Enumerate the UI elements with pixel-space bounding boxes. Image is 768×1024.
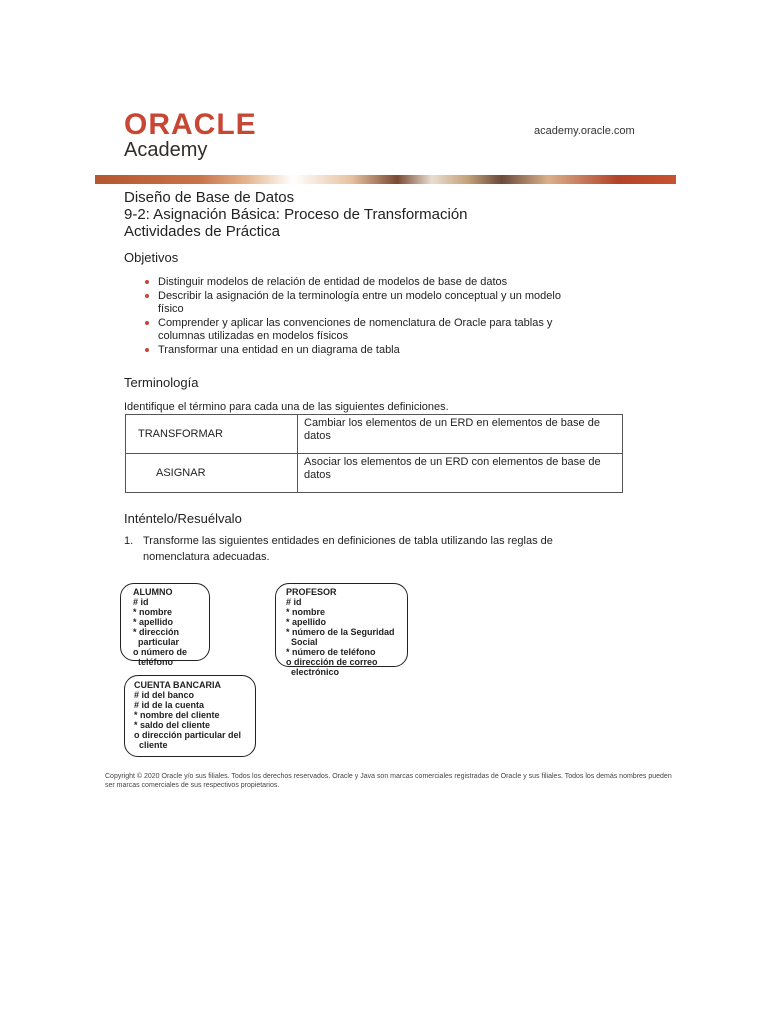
entity-attribute: # id del banco bbox=[134, 690, 195, 700]
entity-cuenta-bancaria bbox=[124, 675, 256, 757]
entity-attribute: * nombre bbox=[133, 607, 173, 617]
table-row bbox=[126, 415, 623, 454]
entity-name: ALUMNO bbox=[133, 587, 173, 597]
entity-attribute: # id bbox=[133, 597, 149, 607]
entity-attribute: * apellido bbox=[133, 617, 174, 627]
entity-name: PROFESOR bbox=[286, 587, 337, 597]
course-title: Diseño de Base de Datos bbox=[124, 189, 295, 206]
academy-logo-text: Academy bbox=[124, 139, 208, 161]
objectives-heading: Objetivos bbox=[124, 250, 179, 265]
header-banner bbox=[95, 175, 676, 184]
terminology-table bbox=[125, 414, 623, 493]
lesson-title: 9-2: Asignación Básica: Proceso de Transformación bbox=[124, 206, 468, 223]
terminology-heading: Terminología bbox=[124, 375, 199, 390]
entity-attribute: * nombre del cliente bbox=[134, 710, 220, 720]
entity-attribute: o número de bbox=[133, 647, 188, 657]
entity-attribute: * saldo del cliente bbox=[134, 720, 211, 730]
site-url[interactable]: academy.oracle.com bbox=[534, 125, 635, 137]
entity-name: CUENTA BANCARIA bbox=[134, 680, 221, 690]
entity-attribute: cliente bbox=[134, 740, 168, 750]
entity-attribute: o dirección de correo bbox=[286, 657, 378, 667]
table-row bbox=[126, 454, 623, 493]
entity-attribute: * número de teléfono bbox=[286, 647, 376, 657]
entity-attribute: o dirección particular del bbox=[134, 730, 242, 740]
objective-item: Distinguir modelos de relación de entidad de modelos de base de datos bbox=[142, 276, 582, 289]
entity-attribute: * dirección bbox=[133, 627, 180, 637]
copyright-notice: Copyright © 2020 Oracle y/o sus filiales. Todos los derechos reservados. Oracle y Java son marcas comerciales registradas de Oracle y sus filiales. Todos los demás nombres pueden ser marcas comerciales de sus respectivos propietarios. bbox=[105, 773, 672, 789]
entity-attribute: # id de la cuenta bbox=[134, 700, 205, 710]
objective-item: Describir la asignación de la terminología entre un modelo conceptual y un modelo físico bbox=[142, 290, 582, 316]
entity-attribute: * nombre bbox=[286, 607, 326, 617]
entity-attribute: * número de la Seguridad bbox=[286, 627, 395, 637]
term-cell: TRANSFORMAR bbox=[126, 415, 298, 454]
entity-attribute: Social bbox=[286, 637, 318, 647]
definition-cell: Cambiar los elementos de un ERD en elementos de base de datos bbox=[298, 415, 623, 454]
entity-alumno bbox=[120, 583, 210, 667]
task-item bbox=[124, 533, 594, 565]
task-number: 1. bbox=[124, 535, 134, 547]
activity-title: Actividades de Práctica bbox=[124, 223, 280, 240]
objectives-list bbox=[142, 276, 582, 358]
entity-attribute: # id bbox=[286, 597, 302, 607]
task-text: Transforme las siguientes entidades en definiciones de tabla utilizando las reglas de nomenclatura adecuadas. bbox=[143, 535, 553, 563]
entity-profesor bbox=[275, 583, 408, 677]
practice-heading: Inténtelo/Resuélvalo bbox=[124, 511, 242, 526]
entity-attribute: teléfono bbox=[133, 657, 173, 667]
terminology-intro: Identifique el término para cada una de las siguientes definiciones. bbox=[124, 401, 449, 413]
entity-attribute: particular bbox=[133, 637, 180, 647]
entity-attribute: electrónico bbox=[286, 667, 340, 677]
entity-attribute: * apellido bbox=[286, 617, 327, 627]
term-cell: ASIGNAR bbox=[126, 454, 298, 493]
objective-item: Transformar una entidad en un diagrama de tabla bbox=[142, 344, 582, 357]
objective-item: Comprender y aplicar las convenciones de nomenclatura de Oracle para tablas y columnas utilizadas en modelos físicos bbox=[142, 317, 582, 343]
oracle-logo: ORACLE bbox=[124, 108, 257, 141]
definition-cell: Asociar los elementos de un ERD con elementos de base de datos bbox=[298, 454, 623, 493]
